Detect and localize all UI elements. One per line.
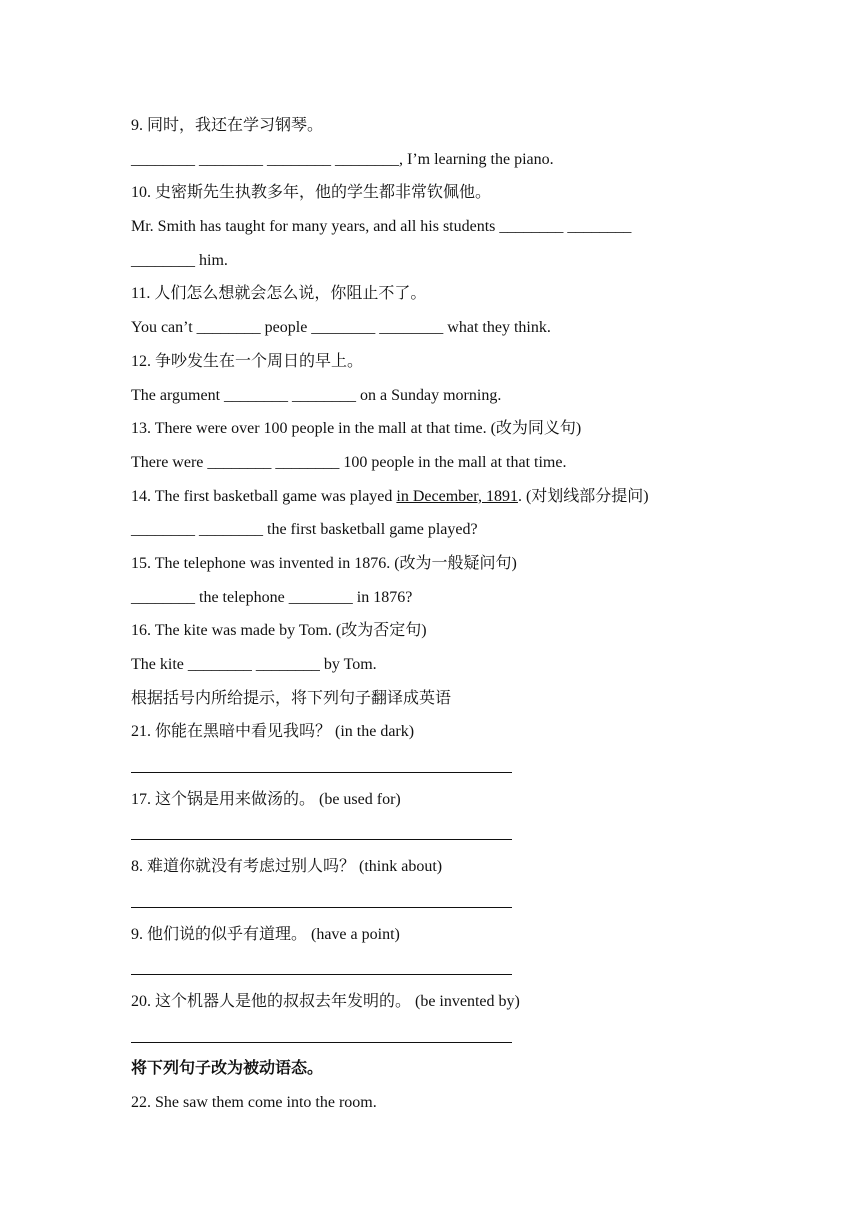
question-10-chinese: 10. 史密斯先生执教多年，他的学生都非常钦佩他。 (131, 184, 492, 202)
answer-blank-17[interactable] (131, 816, 771, 850)
answer-rule (131, 1042, 512, 1043)
question-14-instruction: . (对划线部分提问) (517, 487, 649, 505)
translate-question-17: 17. 这个锅是用来做汤的。 (be used for) (131, 790, 401, 808)
question-14-text: 14. The first basketball game was played (131, 487, 397, 505)
translate-section-heading: 根据括号内所给提示，将下列句子翻译成英语 (131, 689, 452, 707)
translate-question-20: 20. 这个机器人是他的叔叔去年发明的。 (be invented by) (131, 992, 520, 1010)
question-16-prompt: 16. The kite was made by Tom. (改为否定句) (131, 622, 427, 640)
question-9-chinese: 9. 同时，我还在学习钢琴。 (131, 117, 324, 134)
answer-blank-20[interactable] (131, 1019, 771, 1053)
question-13-answer: There were ________ ________ 100 people in the mall at that time. (131, 453, 567, 471)
translate-question-8: 8. 难道你就没有考虑过别人吗？ (think about) (131, 858, 443, 876)
question-10-english-line-2: ________ him. (131, 251, 228, 269)
question-11-chinese: 11. 人们怎么想就会怎么说，你阻止不了。 (131, 285, 427, 303)
question-11-english: You can’t ________ people ________ ________ what they think. (131, 319, 551, 337)
passive-section-heading: 将下列句子改为被动语态。 (131, 1060, 324, 1078)
answer-rule (131, 907, 512, 908)
question-15-answer: ________ the telephone ________ in 1876? (131, 588, 413, 606)
answer-rule (131, 974, 512, 975)
translate-question-9: 9. 他们说的似乎有道理。 (have a point) (131, 925, 400, 943)
question-12-english: The argument ________ ________ on a Sunday morning. (131, 386, 502, 404)
question-12-chinese: 12. 争吵发生在一个周日的早上。 (131, 352, 364, 370)
question-9-english: ________ ________ ________ ________, I’m learning the piano. (131, 150, 554, 168)
answer-blank-9[interactable] (131, 951, 771, 985)
underlined-phrase: in December, 1891 (396, 487, 518, 505)
question-16-answer: The kite ________ ________ by Tom. (131, 656, 377, 673)
worksheet-page (131, 109, 771, 1120)
question-14-answer: ________ ________ the first basketball game played? (131, 521, 478, 539)
question-15-prompt: 15. The telephone was invented in 1876. (改为一般疑问句) (131, 554, 517, 572)
question-14-prompt (131, 480, 771, 514)
answer-blank-21[interactable] (131, 749, 771, 783)
answer-blank-8[interactable] (131, 884, 771, 918)
question-10-english-line-1: Mr. Smith has taught for many years, and all his students ________ ________ (131, 218, 632, 236)
question-13-prompt: 13. There were over 100 people in the mall at that time. (改为同义句) (131, 420, 582, 438)
answer-rule (131, 772, 512, 773)
translate-question-21: 21. 你能在黑暗中看见我吗？ (in the dark) (131, 723, 415, 741)
answer-rule (131, 839, 512, 840)
passive-question-22: 22. She saw them come into the room. (131, 1093, 377, 1111)
